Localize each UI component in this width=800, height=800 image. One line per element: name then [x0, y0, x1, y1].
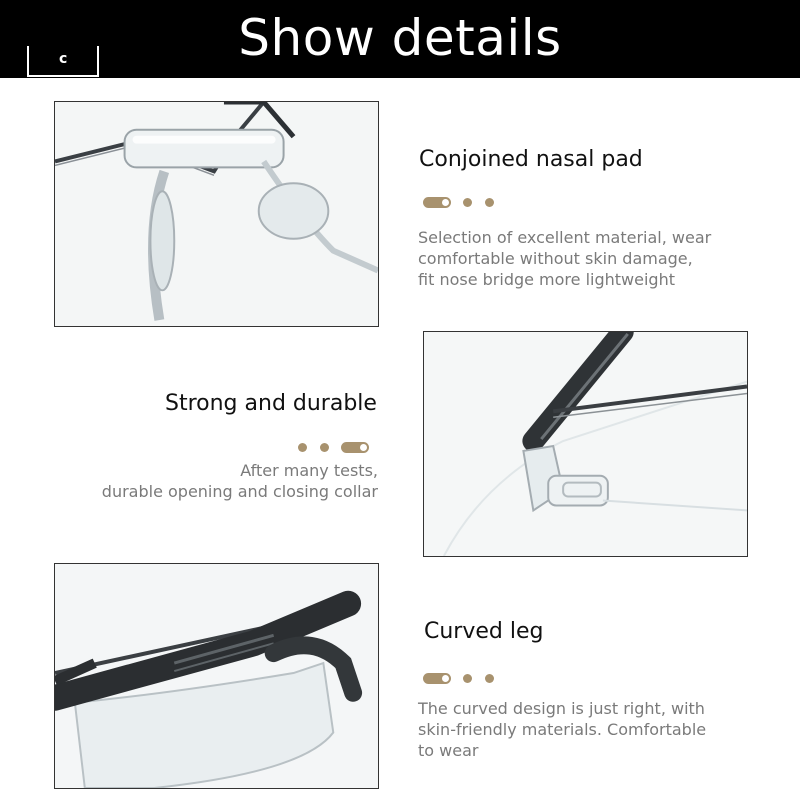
hinge-collar-photo: [423, 331, 748, 557]
indicator-dot: [485, 674, 494, 683]
indicator-active-pill: [423, 197, 451, 208]
feature-desc-durable: After many tests, durable opening and closing collar: [101, 461, 378, 501]
nasal-pad-photo: [54, 101, 379, 327]
indicator-dot: [485, 198, 494, 207]
logo-c-icon: c: [59, 51, 68, 67]
indicator-dot: [463, 674, 472, 683]
curved-leg-photo: [54, 563, 379, 789]
feature-title-curved-leg: Curved leg: [424, 619, 544, 644]
feature-desc-curved-leg: The curved design is just right, with skin-friendly materials. Comfortable to wear: [418, 699, 707, 760]
indicator-dot: [320, 443, 329, 452]
slide-indicator-1: [423, 197, 503, 209]
indicator-active-pill: [423, 673, 451, 684]
feature-title-nasal-pad: Conjoined nasal pad: [419, 147, 643, 172]
slide-indicator-2: [298, 442, 370, 454]
header-banner: [0, 0, 800, 78]
feature-title-durable: Strong and durable: [165, 391, 377, 416]
slide-indicator-3: [423, 673, 503, 685]
page-title: Show details: [238, 9, 562, 67]
indicator-dot: [298, 443, 307, 452]
indicator-dot: [463, 198, 472, 207]
feature-desc-nasal-pad: Selection of excellent material, wear comfortable without skin damage, fit nose bridge more lightweight: [418, 228, 712, 289]
indicator-active-pill: [341, 442, 369, 453]
